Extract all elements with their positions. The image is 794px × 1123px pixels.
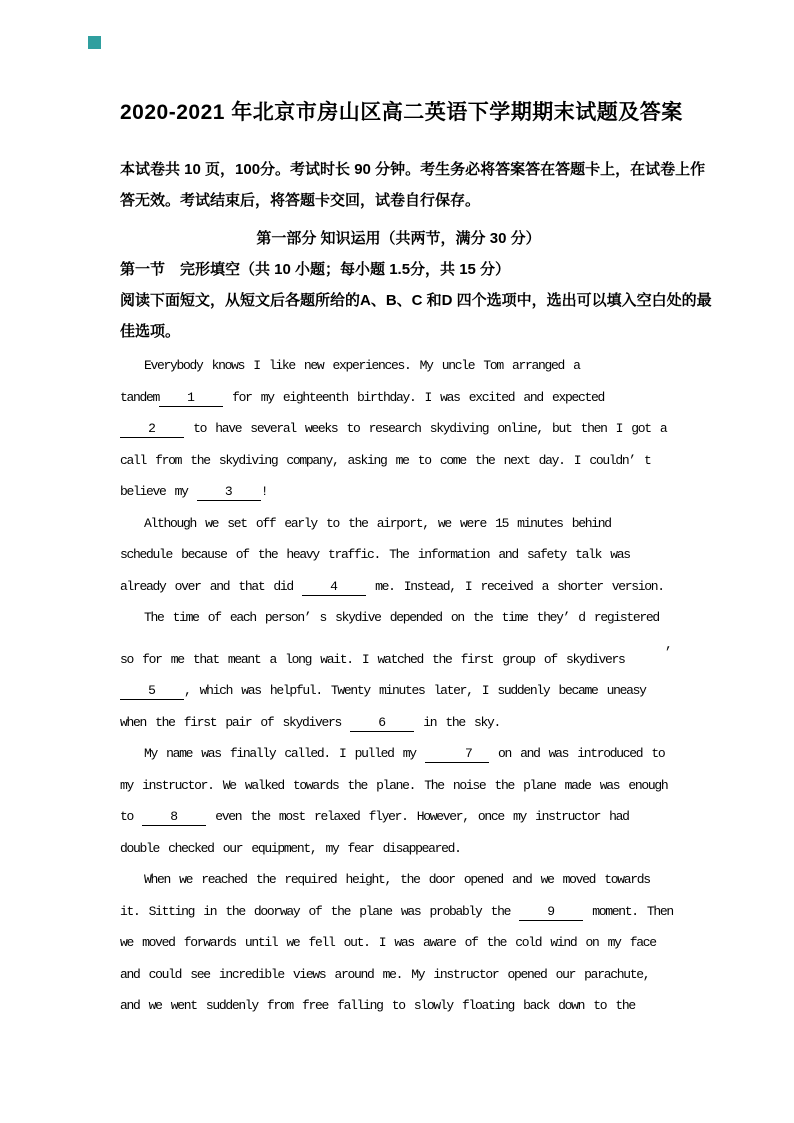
passage-line: we moved forwards until we fell out. I was aware of the cold wind on my face bbox=[120, 935, 656, 950]
cloze-blank: 8 bbox=[142, 809, 206, 826]
document-title: 2020-2021 年北京市房山区高二英语下学期期末试题及答案 bbox=[120, 101, 683, 124]
passage-line: so for me that meant a long wait. I watched the first group of skydivers bbox=[120, 651, 625, 667]
cloze-blank: 3 bbox=[197, 484, 261, 501]
cloze-blank: 7 bbox=[425, 746, 489, 763]
cloze-blank: 5 bbox=[120, 683, 184, 700]
cloze-blank: 9 bbox=[519, 904, 583, 921]
passage-line: Although we set off early to the airport, we were 15 minutes behind bbox=[144, 515, 611, 531]
instruction-line: 答无效。考试结束后，将答题卡交回，试卷自行保存。 bbox=[120, 192, 481, 209]
instruction-line: 本试卷共 10 页，100分。考试时长 90 分钟。考生务必将答案答在答题卡上，在试卷上作 bbox=[120, 161, 706, 178]
part-heading: 第一部分 知识运用（共两节，满分 30 分） bbox=[256, 230, 541, 247]
directions-line: 佳选项。 bbox=[120, 323, 181, 340]
passage-line: Everybody knows I like new experiences. My uncle Tom arranged a bbox=[144, 358, 580, 373]
passage-line: When we reached the required height, the door opened and we moved towards bbox=[144, 872, 650, 887]
passage-line: The time of each person’ s skydive depended on the time they’ d registered bbox=[144, 610, 659, 625]
passage-line: my instructor. We walked towards the plane. The noise the plane made was enough bbox=[120, 777, 668, 793]
directions-line: 阅读下面短文，从短文后各题所给的A、B、C 和D 四个选项中，选出可以填入空白处的最 bbox=[120, 292, 712, 309]
passage-line: and we went suddenly from free falling to slowly floating back down to the bbox=[120, 998, 635, 1013]
cloze-blank: 2 bbox=[120, 421, 184, 438]
cloze-blank: 1 bbox=[159, 390, 223, 407]
cloze-blank: 4 bbox=[302, 579, 366, 596]
passage-line: My name was finally called. I pulled my 7 on and was introduced to bbox=[144, 746, 665, 761]
passage-line: when the first pair of skydivers 6 in the sky. bbox=[120, 714, 500, 730]
passage-line: 5 , which was helpful. Twenty minutes later, I suddenly became uneasy bbox=[120, 681, 677, 713]
cloze-blank: 6 bbox=[350, 715, 414, 732]
passage-line: and could see incredible views around me. My instructor opened our parachute, bbox=[120, 966, 650, 982]
document-content bbox=[120, 99, 712, 1028]
hanging-comma: , bbox=[665, 636, 673, 652]
passage-line: it. Sitting in the doorway of the plane was probably the 9 moment. Then bbox=[120, 903, 673, 919]
exam-instructions bbox=[120, 154, 706, 216]
passage-line: already over and that did 4 me. Instead, I received a shorter version. bbox=[120, 578, 664, 594]
corner-marker-icon bbox=[88, 36, 101, 49]
passage-line: believe my 3 ! bbox=[120, 484, 268, 499]
passage-line: tandem 1 for my eighteenth birthday. I was excited and expected bbox=[120, 389, 604, 405]
passage-line: 2 to have several weeks to research skydiving online, but then I got a bbox=[120, 419, 677, 451]
directions bbox=[120, 285, 712, 347]
passage-line: double checked our equipment, my fear disappeared. bbox=[120, 840, 461, 856]
passage-line: call from the skydiving company, asking me to come the next day. I couldn’ t bbox=[120, 452, 651, 468]
passage-line: to 8 even the most relaxed flyer. However, once my instructor had bbox=[120, 809, 629, 824]
section-heading: 第一节 完形填空（共 10 小题；每小题 1.5分，共 15 分） bbox=[120, 261, 511, 278]
cloze-passage bbox=[120, 356, 677, 1028]
passage-line: schedule because of the heavy traffic. The information and safety talk was bbox=[120, 547, 630, 562]
